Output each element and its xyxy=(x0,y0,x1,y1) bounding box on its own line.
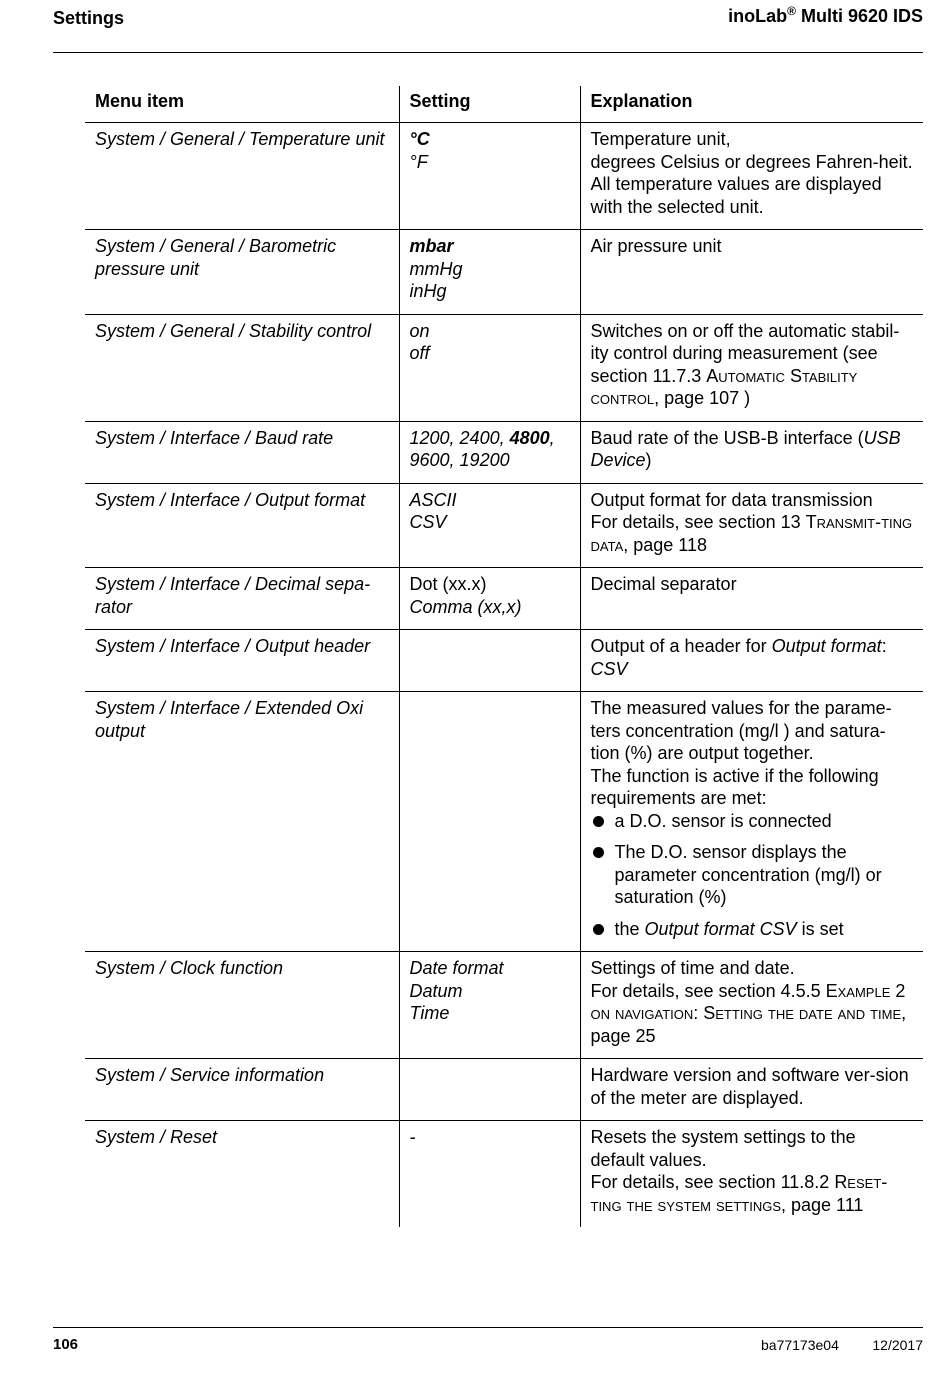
page-reference: , page 118 xyxy=(623,534,707,555)
settings-table xyxy=(85,86,923,1227)
menu-item-cell: System / Interface / Extended Oxi output xyxy=(85,692,399,952)
header-product-name: inoLab xyxy=(728,6,788,26)
table-row xyxy=(85,1059,923,1121)
explanation-term: Output format xyxy=(771,636,882,656)
table-row xyxy=(85,952,923,1059)
setting-value: on xyxy=(409,320,430,341)
table-row xyxy=(85,483,923,568)
menu-item-cell: System / General / Barometric pressure unit xyxy=(85,230,399,315)
setting-value: Comma (xx,x) xyxy=(409,596,522,617)
setting-default-value: °C xyxy=(409,129,430,149)
setting-cell xyxy=(399,568,580,630)
explanation-cell xyxy=(580,314,923,421)
document-number: ba77173e04 xyxy=(761,1337,839,1353)
explanation-cell xyxy=(580,1121,923,1228)
explanation-text: Switches on or off the automatic stabil-ity control during measurement (see section 11.7.3 xyxy=(590,320,900,386)
column-header-explanation: Explanation xyxy=(580,86,923,123)
table-row xyxy=(85,568,923,630)
list-item-text: is set xyxy=(796,918,844,939)
registered-mark: ® xyxy=(787,4,796,18)
setting-value: Time xyxy=(409,1003,450,1023)
column-header-setting: Setting xyxy=(399,86,580,123)
table-row xyxy=(85,421,923,483)
setting-cell xyxy=(399,230,580,315)
list-item: The D.O. sensor displays the parameter concentration (mg/l) or saturation (%) xyxy=(591,841,914,909)
setting-value: inHg xyxy=(409,281,447,301)
menu-item-cell: System / General / Temperature unit xyxy=(85,123,399,230)
list-item xyxy=(591,918,914,941)
table-header-row xyxy=(85,86,923,123)
section-reference-link[interactable]: Example 2 on navigation: Setting the date and time xyxy=(590,980,906,1023)
explanation-line: The measured values for the parame-ters concentration (mg/l ) and satura-tion (%) are output together. xyxy=(590,698,892,763)
setting-value: °F xyxy=(409,151,428,172)
explanation-text: For details, see section 4.5.5 xyxy=(590,980,826,1001)
section-reference-link[interactable]: Transmit-ting data xyxy=(590,512,913,555)
page-reference: , page 111 xyxy=(781,1194,864,1215)
explanation-line: Output format for data transmission xyxy=(590,489,873,510)
menu-item-cell: System / Interface / Output format xyxy=(85,483,399,568)
explanation-cell xyxy=(580,483,923,568)
explanation-text: Output of a header for xyxy=(590,636,772,656)
footer-rule xyxy=(53,1327,923,1328)
setting-value: , 9600, 19200 xyxy=(409,427,555,470)
menu-item-cell: System / General / Stability control xyxy=(85,314,399,421)
list-item: a D.O. sensor is connected xyxy=(591,810,914,833)
menu-item-cell: System / Service information xyxy=(85,1059,399,1121)
explanation-term: CSV xyxy=(590,658,628,679)
setting-value: mmHg xyxy=(409,258,463,279)
table-row xyxy=(85,123,923,230)
setting-value: off xyxy=(409,343,430,363)
setting-cell xyxy=(399,692,580,952)
setting-cell xyxy=(399,1059,580,1121)
table-row xyxy=(85,692,923,952)
document-date: 12/2017 xyxy=(872,1337,923,1353)
setting-default-value: 4800 xyxy=(509,427,550,448)
explanation-term: USB Device xyxy=(590,427,901,470)
setting-cell xyxy=(399,314,580,421)
table-row xyxy=(85,230,923,315)
explanation-line: Resets the system settings to the default values. xyxy=(590,1127,856,1170)
section-reference-link[interactable]: Reset-ting the system settings xyxy=(590,1172,888,1215)
setting-value: Date format xyxy=(409,958,504,978)
explanation-text: For details, see section 13 xyxy=(590,512,806,532)
menu-item-cell: System / Reset xyxy=(85,1121,399,1228)
explanation-line: Settings of time and date. xyxy=(590,958,795,978)
header-section-title: Settings xyxy=(53,8,125,28)
page-reference: , page 25 xyxy=(590,1003,907,1046)
section-reference-link[interactable]: Automatic Stability control xyxy=(590,365,858,408)
setting-default-value: mbar xyxy=(409,236,454,256)
explanation-cell: Decimal separator xyxy=(580,568,923,630)
explanation-cell xyxy=(580,123,923,230)
setting-cell: - xyxy=(399,1121,580,1228)
list-item-text: the xyxy=(614,918,645,939)
header-model: Multi 9620 IDS xyxy=(795,6,923,26)
setting-cell xyxy=(399,630,580,692)
setting-cell xyxy=(399,123,580,230)
menu-item-cell: System / Clock function xyxy=(85,952,399,1059)
setting-cell xyxy=(399,483,580,568)
explanation-line: All temperature values are displayed with the selected unit. xyxy=(590,174,882,217)
table-row xyxy=(85,1121,923,1228)
explanation-text: For details, see section 11.8.2 xyxy=(590,1172,835,1192)
menu-item-cell: System / Interface / Baud rate xyxy=(85,421,399,483)
header-product-title xyxy=(728,4,923,27)
column-header-menu-item: Menu item xyxy=(95,91,185,111)
explanation-text: ) xyxy=(645,450,652,470)
menu-item-cell: System / Interface / Output header xyxy=(85,630,399,692)
table-row xyxy=(85,630,923,692)
table-row xyxy=(85,314,923,421)
explanation-line: Temperature unit, xyxy=(590,129,731,149)
setting-value: 1200, 2400, xyxy=(409,427,510,448)
explanation-cell: Hardware version and software ver-sion of the meter are displayed. xyxy=(580,1059,923,1121)
setting-value: Datum xyxy=(409,980,463,1001)
explanation-term: Output format CSV xyxy=(644,918,797,939)
explanation-cell: Air pressure unit xyxy=(580,230,923,315)
setting-value: CSV xyxy=(409,512,447,532)
explanation-text: Baud rate of the USB-B interface ( xyxy=(590,427,864,448)
explanation-cell xyxy=(580,421,923,483)
page-number: 106 xyxy=(53,1336,79,1353)
explanation-line: The function is active if the following requirements are met: xyxy=(590,765,879,808)
requirements-list xyxy=(591,810,914,941)
explanation-line: degrees Celsius or degrees Fahren-heit. xyxy=(590,151,913,172)
page-reference: , page 107 ) xyxy=(654,388,751,408)
header-rule xyxy=(53,52,923,53)
menu-item-cell: System / Interface / Decimal sepa-rator xyxy=(85,568,399,630)
explanation-cell xyxy=(580,692,923,952)
setting-default-value: Dot (xx.x) xyxy=(409,574,487,594)
setting-cell xyxy=(399,952,580,1059)
setting-value: ASCII xyxy=(409,489,457,510)
explanation-text: : xyxy=(881,636,887,656)
explanation-cell xyxy=(580,952,923,1059)
setting-cell xyxy=(399,421,580,483)
explanation-cell xyxy=(580,630,923,692)
